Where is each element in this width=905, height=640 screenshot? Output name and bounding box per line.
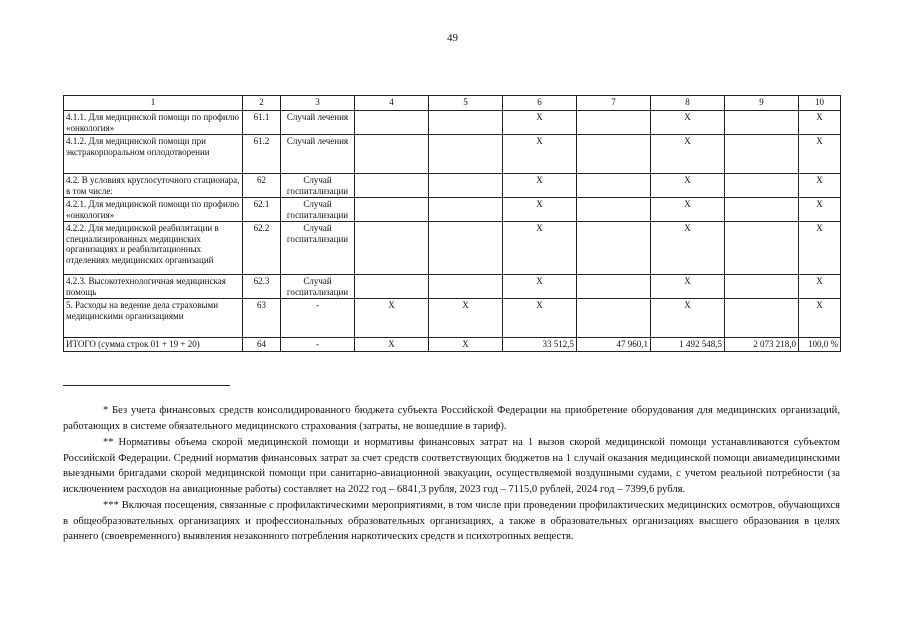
table-cell: Случай госпитализации — [281, 275, 355, 299]
table-cell: X — [799, 174, 841, 198]
table-cell — [429, 198, 503, 222]
table-cell: 62.1 — [243, 198, 281, 222]
table-cell: 2 073 218,0 — [725, 338, 799, 352]
footnote-divider — [63, 385, 230, 386]
table-row — [64, 299, 841, 338]
table-cell: X — [651, 222, 725, 275]
table-cell: 62.2 — [243, 222, 281, 275]
table-cell: X — [651, 174, 725, 198]
table-cell: 62 — [243, 174, 281, 198]
table-cell — [725, 275, 799, 299]
table-cell: X — [651, 111, 725, 135]
table-row — [64, 275, 841, 299]
table-header-row — [64, 96, 841, 111]
table-row — [64, 111, 841, 135]
data-table — [63, 95, 841, 352]
table-cell: 62.3 — [243, 275, 281, 299]
table-cell: 61.2 — [243, 135, 281, 174]
table-cell — [429, 135, 503, 174]
column-header: 8 — [651, 96, 725, 111]
column-header: 4 — [355, 96, 429, 111]
table-cell — [577, 174, 651, 198]
footnote-2: ** Нормативы объема скорой медицинской помощи и нормативы финансовых затрат на 1 вызов скорой медицинской помощи устанавливаются субъектом Российской Федерации. Средний норматив финансовых затрат за счет средств соответствующих бюджетов на 1 случай оказания медицинской помощи авиамедицинскими выездными бригадами скорой медицинской помощи при санитарно-авиационной эвакуации, осуществляемой воздушными судами, с учетом реальной потребности (за исключением расходов на авиационные работы) составляет на 2022 год – 6841,3 рубля, 2023 год – 7115,0 рублей, 2024 год – 7399,6 рубля. — [63, 437, 840, 495]
column-header: 1 — [64, 96, 243, 111]
table-cell: X — [503, 198, 577, 222]
table-cell: X — [429, 299, 503, 338]
table-cell: X — [503, 299, 577, 338]
table-cell: 47 960,1 — [577, 338, 651, 352]
table-cell: 100,0 % — [799, 338, 841, 352]
table-cell: X — [503, 111, 577, 135]
footnotes — [63, 403, 840, 545]
table-cell — [355, 198, 429, 222]
footnote-1: * Без учета финансовых средств консолидированного бюджета субъекта Российской Федерации на приобретение оборудования для медицинских организаций, работающих в системе обязательного медицинского страхования (затраты, не вошедшие в тариф). — [63, 405, 840, 432]
table-cell — [577, 135, 651, 174]
table-cell: 5. Расходы на ведение дела страховыми медицинскими организациями — [64, 299, 243, 338]
table-cell — [355, 111, 429, 135]
column-header: 5 — [429, 96, 503, 111]
column-header: 6 — [503, 96, 577, 111]
table-cell — [725, 198, 799, 222]
column-header: 3 — [281, 96, 355, 111]
table-cell — [429, 222, 503, 275]
table-cell — [355, 222, 429, 275]
table-cell: 61.1 — [243, 111, 281, 135]
table-cell: X — [503, 275, 577, 299]
table-cell — [355, 275, 429, 299]
table-cell — [725, 174, 799, 198]
table-row — [64, 174, 841, 198]
table-row — [64, 198, 841, 222]
table-cell: 4.2. В условиях круглосуточного стационара, в том числе: — [64, 174, 243, 198]
column-header: 9 — [725, 96, 799, 111]
table-cell: Случай лечения — [281, 135, 355, 174]
table-row — [64, 135, 841, 174]
table-cell — [429, 275, 503, 299]
table-cell: X — [503, 222, 577, 275]
table-cell: X — [503, 174, 577, 198]
table-cell: X — [799, 275, 841, 299]
table-cell: Случай госпитализации — [281, 174, 355, 198]
table-cell: 4.1.2. Для медицинской помощи при экстракорпоральном оплодотворении — [64, 135, 243, 174]
table-cell: X — [503, 135, 577, 174]
table-cell: X — [799, 222, 841, 275]
table-cell: X — [651, 275, 725, 299]
table-cell: X — [651, 135, 725, 174]
table-cell — [725, 222, 799, 275]
table-cell: Случай госпитализации — [281, 222, 355, 275]
table-cell — [355, 174, 429, 198]
table-cell — [725, 299, 799, 338]
column-header: 7 — [577, 96, 651, 111]
table-cell: 64 — [243, 338, 281, 352]
table-cell: - — [281, 299, 355, 338]
table-cell — [429, 111, 503, 135]
table-cell: X — [799, 111, 841, 135]
table-cell — [577, 111, 651, 135]
page-number: 49 — [447, 32, 458, 44]
table-cell: 1 492 548,5 — [651, 338, 725, 352]
footnote-3: *** Включая посещения, связанные с профилактическими мероприятиями, в том числе при проведении профилактических медицинских осмотров, обучающихся в общеобразовательных организациях и профессиональных образовательных организациях, а также в образовательных организациях высшего образования в целях раннего (своевременного) выявления незаконного потребления наркотических средств и психотропных веществ. — [63, 500, 840, 542]
table-cell: 4.2.1. Для медицинской помощи по профилю «онкология» — [64, 198, 243, 222]
table-cell — [725, 135, 799, 174]
table-cell: - — [281, 338, 355, 352]
table-cell: X — [799, 198, 841, 222]
table-cell: 4.1.1. Для медицинской помощи по профилю «онкология» — [64, 111, 243, 135]
table-cell — [577, 275, 651, 299]
table-cell: X — [355, 299, 429, 338]
table-cell — [355, 135, 429, 174]
table-cell — [725, 111, 799, 135]
table-row — [64, 338, 841, 352]
table-cell — [577, 222, 651, 275]
table-cell — [577, 299, 651, 338]
table-cell: 33 512,5 — [503, 338, 577, 352]
table-cell: ИТОГО (сумма строк 01 + 19 + 20) — [64, 338, 243, 352]
table-cell — [577, 198, 651, 222]
table-cell: 4.2.2. Для медицинской реабилитации в специализированных медицинских организациях и реабилитационных отделениях медицинских организаций — [64, 222, 243, 275]
table-cell: Случай госпитализации — [281, 198, 355, 222]
table-cell: 63 — [243, 299, 281, 338]
table-cell — [429, 174, 503, 198]
table-row — [64, 222, 841, 275]
table-cell: 4.2.3. Высокотехнологичная медицинская помощь — [64, 275, 243, 299]
table-cell: X — [799, 135, 841, 174]
column-header: 10 — [799, 96, 841, 111]
table-cell: X — [651, 299, 725, 338]
table-cell: Случай лечения — [281, 111, 355, 135]
column-header: 2 — [243, 96, 281, 111]
table-cell: X — [355, 338, 429, 352]
table-cell: X — [799, 299, 841, 338]
table-cell: X — [429, 338, 503, 352]
table-cell: X — [651, 198, 725, 222]
